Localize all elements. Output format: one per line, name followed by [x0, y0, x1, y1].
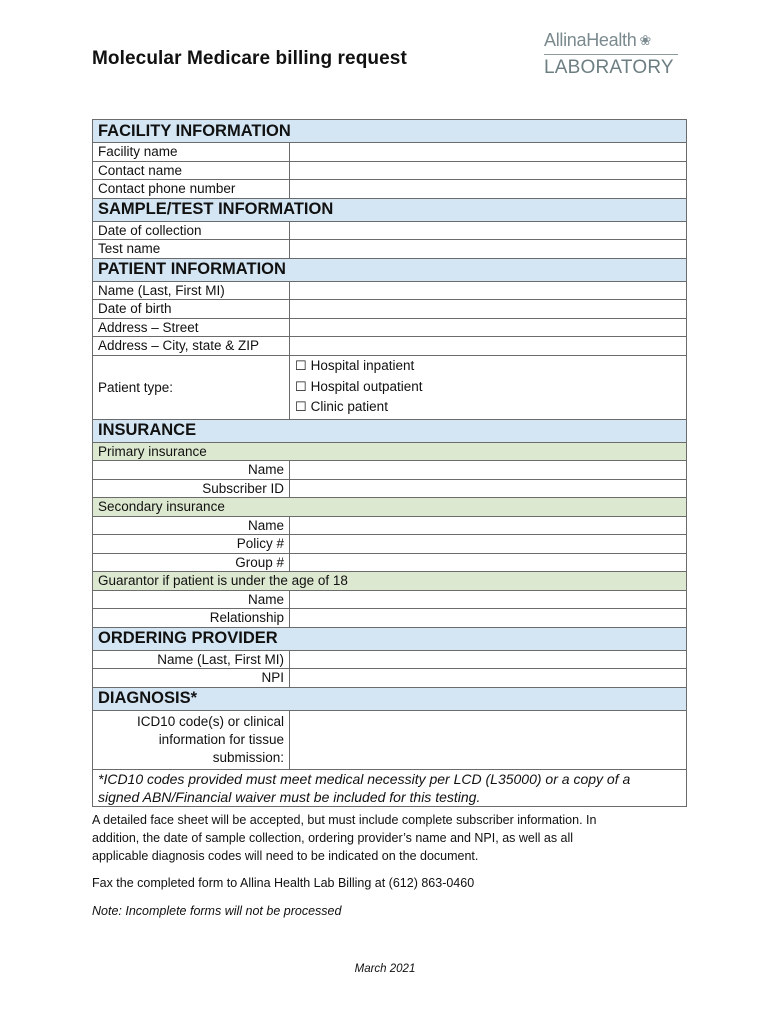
- group-input[interactable]: [290, 553, 687, 572]
- field-label: Test name: [93, 240, 290, 259]
- field-label: Relationship: [93, 609, 290, 628]
- icd10-label-line: information for tissue: [158, 731, 284, 747]
- icd10-note: [93, 769, 687, 806]
- section-provider: ORDERING PROVIDER: [93, 627, 687, 650]
- section-sample: SAMPLE/TEST INFORMATION: [93, 198, 687, 221]
- facility-name-input[interactable]: [290, 143, 687, 162]
- option-label: Hospital inpatient: [310, 358, 415, 374]
- guarantor-label: Guarantor if patient is under the age of 18: [93, 572, 687, 591]
- checkbox-icon[interactable]: ☐: [295, 358, 307, 374]
- patient-name-input[interactable]: [290, 281, 687, 300]
- npi-input[interactable]: [290, 669, 687, 688]
- field-label: Name (Last, First MI): [93, 650, 290, 669]
- contact-phone-input[interactable]: [290, 180, 687, 199]
- collection-date-input[interactable]: [290, 221, 687, 240]
- footer-date: March 2021: [354, 963, 416, 975]
- secondary-insurance-label: Secondary insurance: [93, 498, 687, 517]
- section-insurance: INSURANCE: [93, 419, 687, 442]
- field-label: Date of birth: [93, 300, 290, 319]
- field-label: Name: [93, 461, 290, 480]
- patient-type-label: Patient type:: [93, 355, 290, 419]
- dob-input[interactable]: [290, 300, 687, 319]
- logo-top-text: AllinaHealth: [544, 30, 637, 50]
- option-label: Clinic patient: [310, 399, 388, 415]
- option-clinic-patient[interactable]: [295, 397, 681, 418]
- provider-name-input[interactable]: [290, 650, 687, 669]
- checkbox-icon[interactable]: ☐: [295, 378, 307, 394]
- field-label: Contact phone number: [93, 180, 290, 199]
- field-label: Name: [93, 516, 290, 535]
- city-state-zip-input[interactable]: [290, 337, 687, 356]
- contact-name-input[interactable]: [290, 161, 687, 180]
- billing-request-form: [92, 119, 687, 807]
- test-name-input[interactable]: [290, 240, 687, 259]
- icd10-input[interactable]: [290, 710, 687, 769]
- option-label: Hospital outpatient: [310, 378, 423, 394]
- icd10-label-line: ICD10 code(s) or clinical: [136, 713, 284, 729]
- logo-divider: [544, 54, 678, 55]
- subscriber-id-input[interactable]: [290, 479, 687, 498]
- section-diagnosis: DIAGNOSIS*: [93, 687, 687, 710]
- field-label: NPI: [93, 669, 290, 688]
- leaf-icon: ❀: [639, 32, 651, 48]
- patient-type-options: [290, 355, 687, 419]
- icd10-label-line: submission:: [212, 749, 284, 765]
- primary-name-input[interactable]: [290, 461, 687, 480]
- option-hospital-inpatient[interactable]: [295, 356, 681, 377]
- checkbox-icon[interactable]: ☐: [295, 399, 307, 415]
- field-label: Name (Last, First MI): [93, 281, 290, 300]
- field-label: Facility name: [93, 143, 290, 162]
- field-label: Group #: [93, 553, 290, 572]
- section-facility: FACILITY INFORMATION: [93, 120, 687, 143]
- field-label: Address – City, state & ZIP: [93, 337, 290, 356]
- secondary-name-input[interactable]: [290, 516, 687, 535]
- policy-input[interactable]: [290, 535, 687, 554]
- instructions-line: addition, the date of sample collection, ordering provider’s name and NPI, as well as all: [92, 831, 574, 845]
- field-label: Name: [93, 590, 290, 609]
- page-title: Molecular Medicare billing request: [92, 48, 407, 69]
- instructions-paragraph: [92, 811, 677, 865]
- icd10-note-line: signed ABN/Financial waiver must be included for this testing.: [98, 788, 481, 805]
- option-hospital-outpatient[interactable]: [295, 377, 681, 398]
- guarantor-name-input[interactable]: [290, 590, 687, 609]
- fax-instructions: Fax the completed form to Allina Health Lab Billing at (612) 863-0460: [92, 876, 475, 890]
- field-label: Date of collection: [93, 221, 290, 240]
- incomplete-note: Note: Incomplete forms will not be processed: [92, 904, 342, 918]
- field-label: Policy #: [93, 535, 290, 554]
- logo-bottom-text: LABORATORY: [544, 57, 674, 78]
- primary-insurance-label: Primary insurance: [93, 442, 687, 461]
- field-label: Subscriber ID: [93, 479, 290, 498]
- icd10-note-line: *ICD10 codes provided must meet medical necessity per LCD (L35000) or a copy of a: [98, 770, 631, 787]
- street-input[interactable]: [290, 318, 687, 337]
- field-label: Contact name: [93, 161, 290, 180]
- relationship-input[interactable]: [290, 609, 687, 628]
- instructions-line: A detailed face sheet will be accepted, but must include complete subscriber information. In: [92, 813, 597, 827]
- field-label: Address – Street: [93, 318, 290, 337]
- allina-health-logo: [544, 30, 680, 79]
- icd10-label: [93, 710, 290, 769]
- section-patient: PATIENT INFORMATION: [93, 258, 687, 281]
- instructions-line: applicable diagnosis codes will need to be indicated on the document.: [92, 849, 479, 863]
